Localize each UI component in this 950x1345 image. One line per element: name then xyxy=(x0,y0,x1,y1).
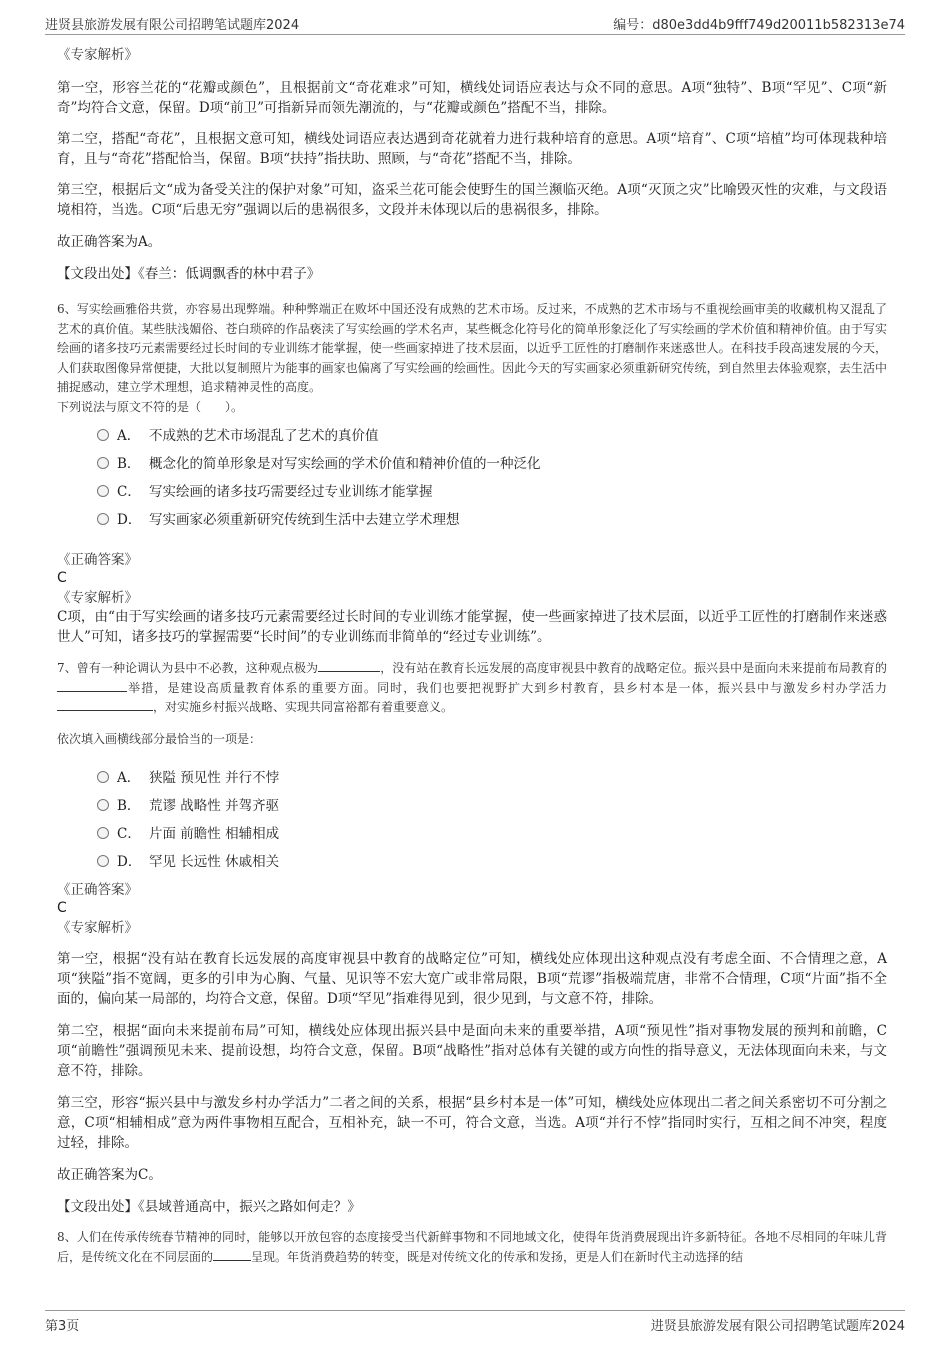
q8-stem-part-2: 呈现。年货消费趋势的转变，既是对传统文化的传承和发扬，更是人们在新时代主动选择的结 xyxy=(251,1249,744,1264)
q5-analysis-label: 《专家解析》 xyxy=(57,47,138,63)
radio-button-icon[interactable] xyxy=(97,799,109,811)
option-text: 写实画家必须重新研究传统到生活中去建立学术理想 xyxy=(149,512,460,528)
option-text: 狭隘 预见性 并行不悖 xyxy=(149,770,280,786)
q7-analysis-p3: 第三空，形容“振兴县中与激发乡村办学活力”二者之间的关系，根据“县乡村本是一体”可知，横线处应体现出二者之间关系密切不可分割之意，C项“相辅相成”意为两件事物相互配合，互相补充，缺一不可，符合文意，当选。A项“并行不悖”指同时实行，互相之间不冲突，程度过轻，排除。 xyxy=(57,1095,887,1151)
header-divider xyxy=(45,34,905,35)
q7-stem-part-1: 7、曾有一种论调认为县中不必教，这种观点极为 xyxy=(57,661,319,675)
header-doc-id: 编号：d80e3dd4b9fff749d20011b582313e74 xyxy=(613,18,905,33)
page-content xyxy=(57,44,887,1267)
q7-option-a[interactable] xyxy=(57,763,887,791)
q6-question: 下列说法与原文不符的是（ ）。 xyxy=(57,399,244,414)
option-letter: C． xyxy=(117,484,141,500)
option-text: 罕见 长远性 休戚相关 xyxy=(149,854,280,870)
option-text: 不成熟的艺术市场混乱了艺术的真价值 xyxy=(149,428,379,444)
q8-stem xyxy=(57,1228,887,1267)
q6-analysis: C项，由“由于写实绘画的诸多技巧元素需要经过长时间的专业训练才能掌握，使一些画家掉进了技术层面，以近乎工匠性的打磨制作来迷惑世人”可知，诸多技巧的掌握需要“长时间”的专业训练而非简单的“经过专业训练”。 xyxy=(57,609,887,645)
q5-analysis-p3: 第三空，根据后文“成为备受关注的保护对象”可知，盗采兰花可能会使野生的国兰濒临灭绝。A项“灭顶之灾”比喻毁灭性的灾难，与文段语境相符，当选。C项“后患无穷”强调以后的患祸很多，文段并未体现以后的患祸很多，排除。 xyxy=(57,182,887,218)
fill-blank-1 xyxy=(213,1248,251,1261)
q7-analysis-p2: 第二空，根据“面向未来提前布局”可知，横线处应体现出振兴县中是面向未来的重要举措，A项“预见性”指对事物发展的预判和前瞻，C项“前瞻性”强调预见未来、提前设想，均符合文意，保留。B项“战略性”指对总体有关键的或方向性的指导意义，无法体现面向未来，与文意不符，排除。 xyxy=(57,1023,887,1079)
q6-options xyxy=(57,421,887,533)
option-text: 片面 前瞻性 相辅相成 xyxy=(149,826,280,842)
page-footer xyxy=(0,1310,950,1345)
page-header xyxy=(0,0,950,32)
q7-option-b[interactable] xyxy=(57,791,887,819)
q5-analysis-p2: 第二空，搭配“奇花”，且根据文意可知，横线处词语应表达遇到奇花就着力进行栽种培育的意思。A项“培育”、C项“培植”均可体现栽种培育，且与“奇花”搭配恰当，保留。B项“扶持”指扶助、照顾，与“奇花”搭配不当，排除。 xyxy=(57,131,887,167)
q6-answer: C xyxy=(57,570,67,586)
footer-doc-title: 进贤县旅游发展有限公司招聘笔试题库2024 xyxy=(650,1319,905,1334)
option-letter: B． xyxy=(117,798,141,814)
q7-answer-label: 《正确答案》 xyxy=(57,882,138,898)
q7-stem xyxy=(57,659,887,718)
q7-option-c[interactable] xyxy=(57,819,887,847)
option-letter: A． xyxy=(117,770,141,786)
q7-question: 依次填入画横线部分最恰当的一项是： xyxy=(57,731,262,746)
q7-source: 【文段出处】《县域普通高中，振兴之路如何走？》 xyxy=(57,1199,361,1215)
header-doc-title: 进贤县旅游发展有限公司招聘笔试题库2024 xyxy=(45,18,300,33)
q7-stem-part-2: ，没有站在教育长远发展的高度审视县中教育的战略定位。振兴县中是面向未来提前布局教育的 xyxy=(380,661,887,675)
fill-blank-1 xyxy=(318,659,380,672)
q5-analysis-p1: 第一空，形容兰花的“花瓣或颜色”，且根据前文“奇花难求”可知，横线处词语应表达与众不同的意思。A项“独特”、B项“罕见”、C项“新奇”均符合文意，保留。D项“前卫”可指新异而领先潮流的，与“花瓣或颜色”搭配不当，排除。 xyxy=(57,80,887,116)
q6-option-c[interactable] xyxy=(57,477,887,505)
option-letter: C． xyxy=(117,826,141,842)
radio-button-icon[interactable] xyxy=(97,457,109,469)
q6-answer-label: 《正确答案》 xyxy=(57,552,138,568)
q6-option-b[interactable] xyxy=(57,449,887,477)
fill-blank-3 xyxy=(57,698,153,711)
option-letter: A． xyxy=(117,428,141,444)
page-number: 第3页 xyxy=(45,1319,80,1334)
option-text: 写实绘画的诸多技巧需要经过专业训练才能掌握 xyxy=(149,484,433,500)
option-letter: D． xyxy=(117,854,142,870)
option-text: 概念化的简单形象是对写实绘画的学术价值和精神价值的一种泛化 xyxy=(149,456,541,472)
q7-stem-part-4: ，对实施乡村振兴战略、实现共同富裕都有着重要意义。 xyxy=(153,700,454,714)
option-text: 荒谬 战略性 并驾齐驱 xyxy=(149,798,280,814)
radio-button-icon[interactable] xyxy=(97,771,109,783)
q7-conclusion: 故正确答案为C。 xyxy=(57,1167,162,1183)
q7-answer: C xyxy=(57,900,67,916)
q6-option-d[interactable] xyxy=(57,505,887,533)
q5-source: 【文段出处】《春兰：低调飘香的林中君子》 xyxy=(57,266,321,282)
option-letter: D． xyxy=(117,512,142,528)
fill-blank-2 xyxy=(57,679,127,692)
q8-stem-part-1: 8、人们在传承传统春节精神的同时，能够以开放包容的态度接受当代新鲜事物和不同地域文化，使得年货消费展现出许多新特征。各地不尽相同的年味儿背后，是传统文化在不同层面的 xyxy=(57,1230,887,1264)
q6-option-a[interactable] xyxy=(57,421,887,449)
q7-analysis-p1: 第一空，根据“没有站在教育长远发展的高度审视县中教育的战略定位”可知，横线处应体现出这种观点没有考虑全面、不合情理之意，A项“狭隘”指不宽阔，更多的引申为心胸、气量、见识等不宏大宽广或非常局限，B项“荒谬”指极端荒唐，非常不合情理，C项“片面”指不全面的，偏向某一局部的，均符合文意，保留。D项“罕见”指难得见到，很少见到，与文意不符，排除。 xyxy=(57,951,887,1007)
q6-stem: 6、写实绘画雅俗共赏，亦容易出现弊端。种种弊端正在败坏中国还没有成熟的艺术市场。反过来，不成熟的艺术市场与不重视绘画审美的收藏机构又混乱了艺术的真价值。某些肤浅媚俗、苍白琐碎的作品亵渎了写实绘画的学术名声，某些概念化符号化的简单形象泛化了写实绘画的学术价值和精神价值。由于写实绘画的诸多技巧元素需要经过长时间的专业训练才能掌握，使一些画家掉进了技术层面，以近乎工匠性的打磨制作来迷惑世人。在科技手段高速发展的今天，人们获取图像异常便捷，大批以复制照片为能事的画家也偏离了写实绘画的绘画性。因此今天的写实画家必须重新研究传统，到自然里去体验观察，去生活中捕捉感动，建立学术理想，追求精神灵性的高度。 xyxy=(57,302,887,394)
q5-conclusion: 故正确答案为A。 xyxy=(57,234,162,250)
radio-button-icon[interactable] xyxy=(97,485,109,497)
q7-analysis-label: 《专家解析》 xyxy=(57,920,138,936)
radio-button-icon[interactable] xyxy=(97,513,109,525)
radio-button-icon[interactable] xyxy=(97,855,109,867)
q7-options xyxy=(57,763,887,875)
radio-button-icon[interactable] xyxy=(97,827,109,839)
footer-divider xyxy=(45,1310,905,1311)
q6-analysis-label: 《专家解析》 xyxy=(57,590,138,606)
radio-button-icon[interactable] xyxy=(97,429,109,441)
option-letter: B． xyxy=(117,456,141,472)
q7-stem-part-3: 举措，是建设高质量教育体系的重要方面。同时，我们也要把视野扩大到乡村教育，县乡村本是一体，振兴县中与激发乡村办学活力 xyxy=(127,680,887,695)
q7-option-d[interactable] xyxy=(57,847,887,875)
